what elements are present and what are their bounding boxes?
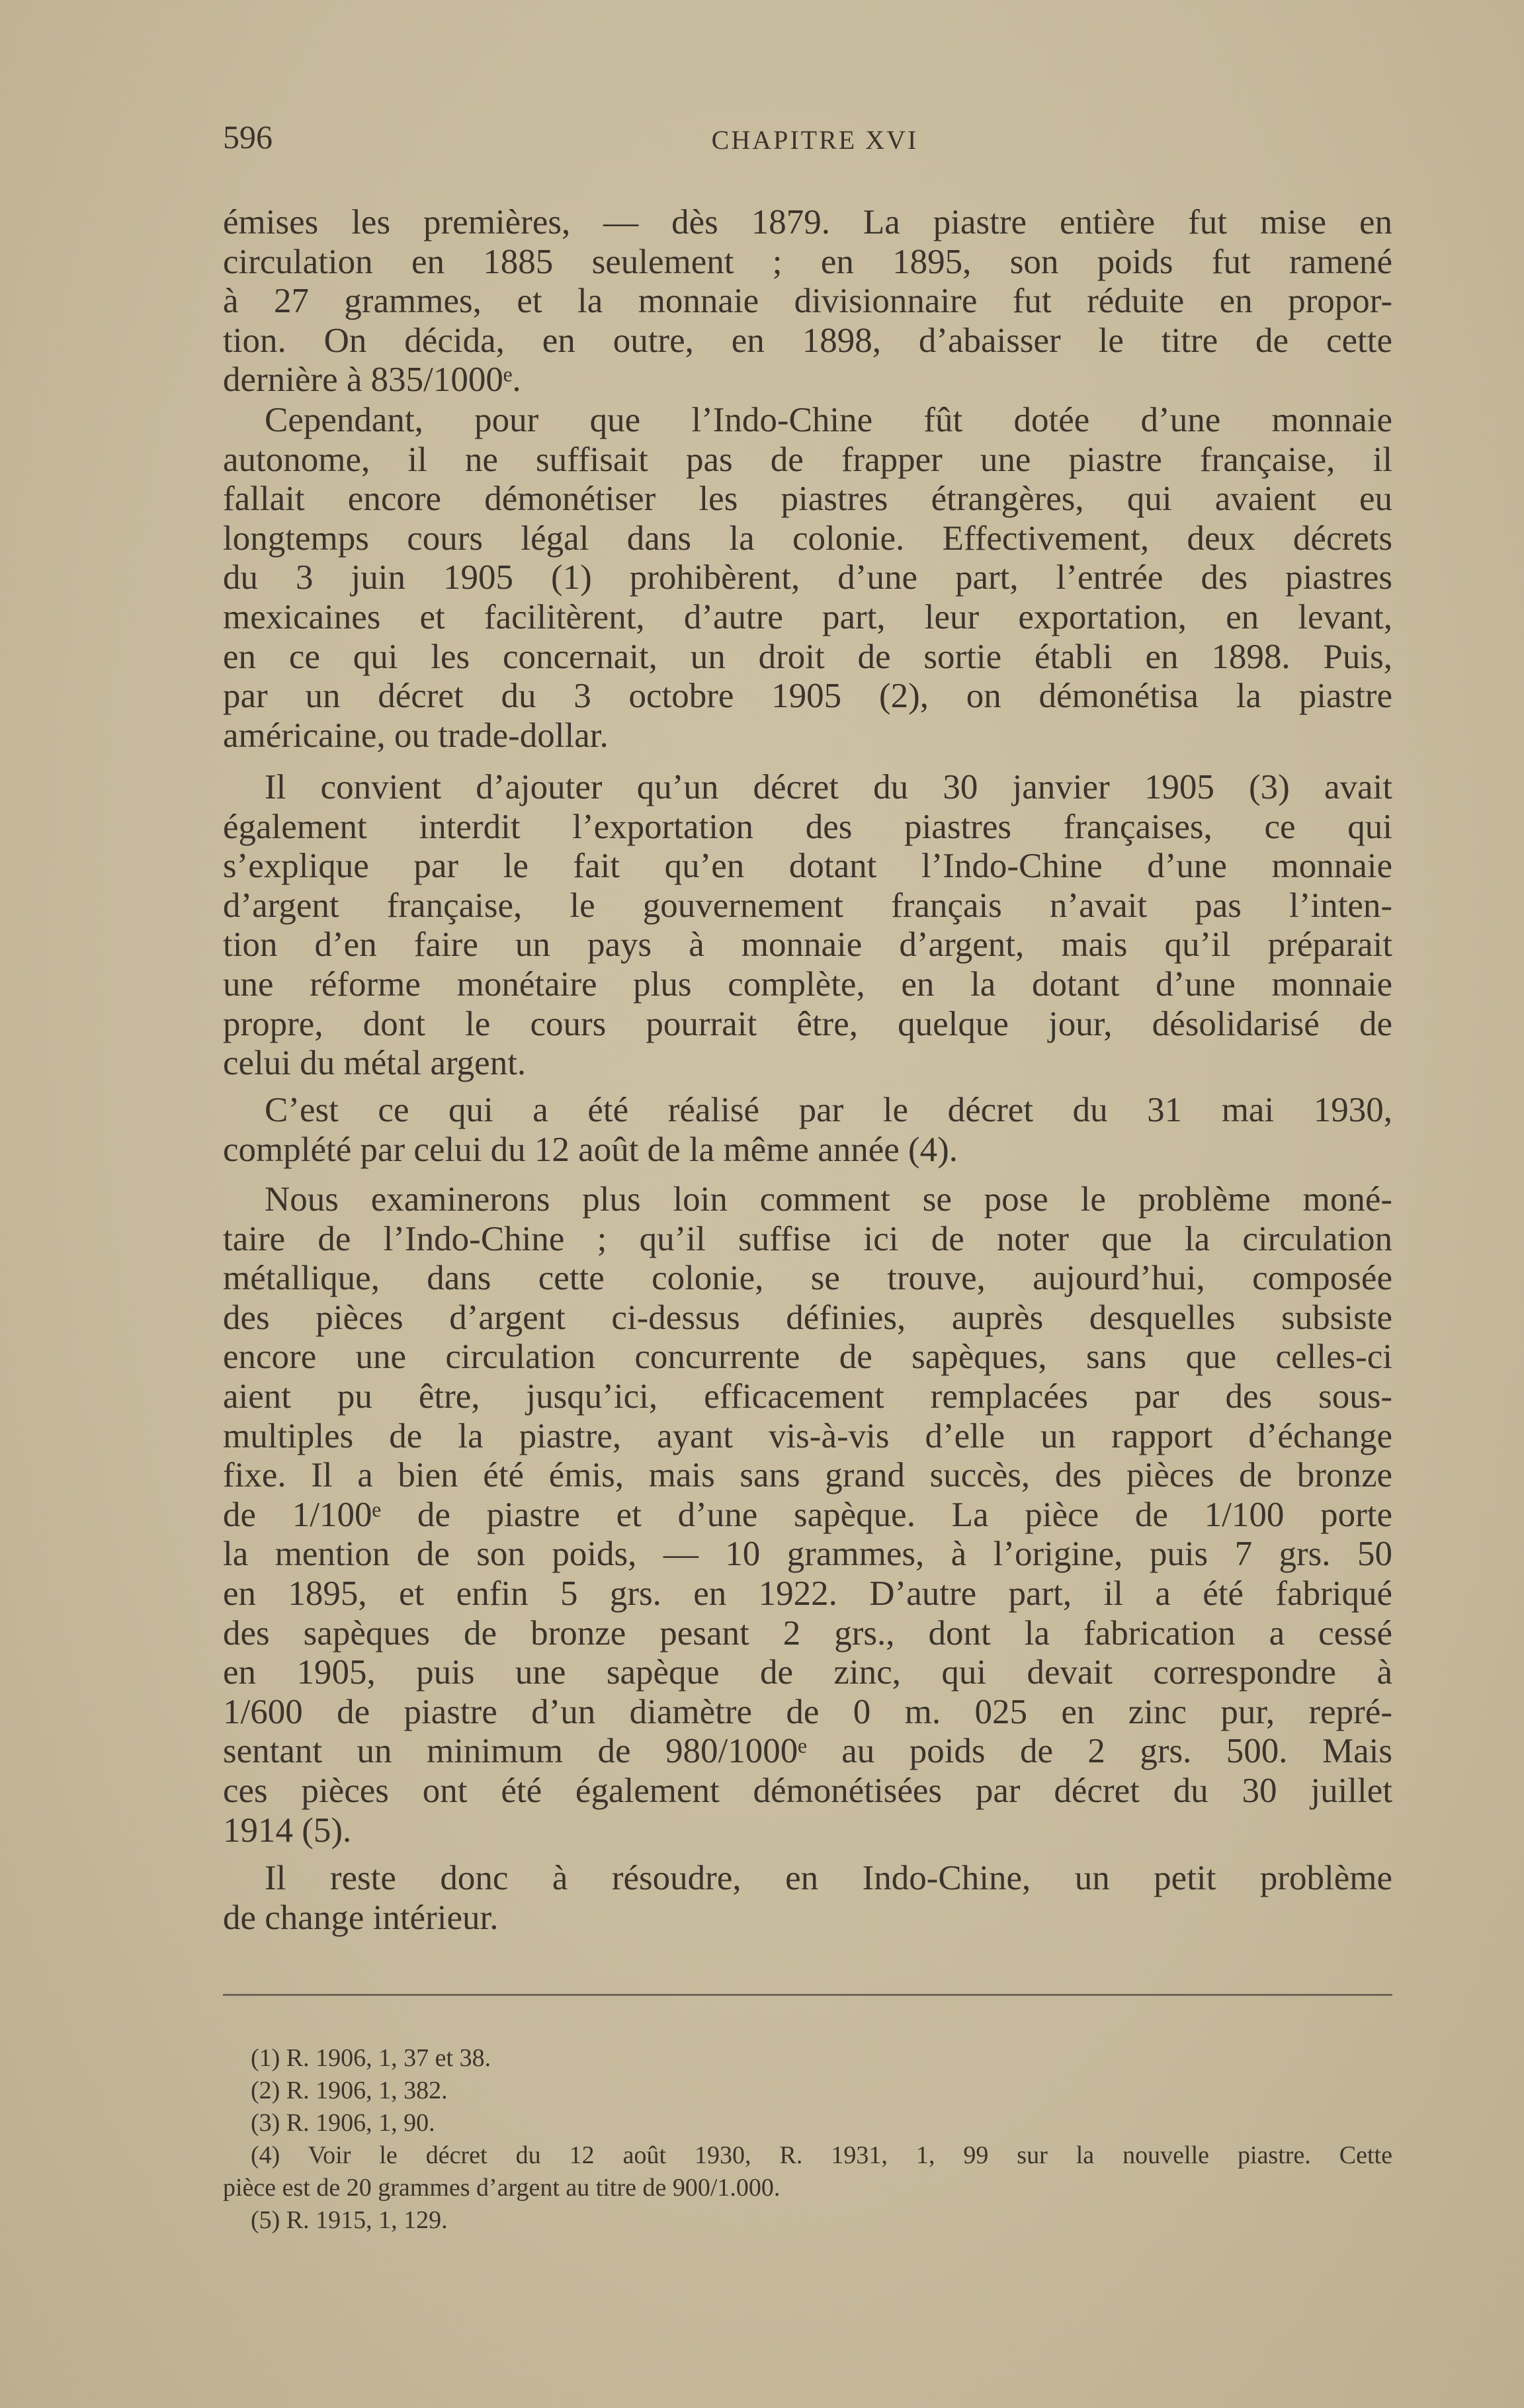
text-line: Il reste donc à résoudre, en Indo-Chine, un petit problème — [265, 1859, 1392, 1897]
footnote-line: pièce est de 20 grammes d’argent au titre de 900/1.000. — [223, 2174, 781, 2202]
text-line: C’est ce qui a été réalisé par le décret du 31 mai 1930, — [265, 1091, 1392, 1129]
text-line: s’explique par le fait qu’en dotant l’Indo-Chine d’une monnaie — [223, 847, 1392, 886]
text-line: de 1/100ᵉ de piastre et d’une sapèque. La pièce de 1/100 porte — [223, 1495, 1392, 1534]
text-line: américaine, ou trade-dollar. — [223, 716, 609, 755]
paragraph — [223, 1180, 1392, 1850]
text-line: à 27 grammes, et la monnaie divisionnaire fut réduite en propor- — [223, 282, 1392, 321]
text-line: par un décret du 3 octobre 1905 (2), on démonétisa la piastre — [223, 677, 1392, 716]
paragraph — [223, 203, 1392, 400]
text-line: longtemps cours légal dans la colonie. Effectivement, deux décrets — [223, 519, 1392, 558]
footnote — [223, 2107, 1392, 2139]
text-line: Nous examinerons plus loin comment se pose le problème moné- — [265, 1180, 1392, 1219]
footnotes — [223, 2042, 1392, 2237]
footnote — [223, 2204, 1392, 2237]
text-line: 1914 (5). — [223, 1811, 352, 1850]
text-line: 1/600 de piastre d’un diamètre de 0 m. 025 en zinc pur, repré- — [223, 1692, 1392, 1731]
text-line: circulation en 1885 seulement ; en 1895, son poids fut ramené — [223, 242, 1392, 281]
footnote-line: (5) R. 1915, 1, 129. — [251, 2206, 448, 2234]
text-line: aient pu être, jusqu’ici, efficacement remplacées par des sous- — [223, 1377, 1392, 1416]
text-line: du 3 juin 1905 (1) prohibèrent, d’une part, l’entrée des piastres — [223, 558, 1392, 597]
paragraph — [223, 768, 1392, 1084]
footnote — [223, 2042, 1392, 2075]
text-line: également interdit l’exportation des piastres françaises, ce qui — [223, 807, 1392, 846]
text-line: d’argent française, le gouvernement français n’avait pas l’inten- — [223, 886, 1392, 925]
text-line: émises les premières, — dès 1879. La piastre entière fut mise en — [223, 203, 1392, 241]
text-line: fallait encore démonétiser les piastres étrangères, qui avaient eu — [223, 480, 1392, 519]
text-line: taire de l’Indo-Chine ; qu’il suffise ici de noter que la circulation — [223, 1219, 1392, 1258]
paragraph — [223, 1091, 1392, 1170]
text-line: encore une circulation concurrente de sapèques, sans que celles-ci — [223, 1338, 1392, 1377]
paragraph — [223, 401, 1392, 755]
text-line: propre, dont le cours pourrait être, quelque jour, désolidarisé de — [223, 1004, 1392, 1043]
text-line: complété par celui du 12 août de la même année (4). — [223, 1130, 958, 1169]
text-line: de change intérieur. — [223, 1898, 499, 1937]
paragraph — [223, 1859, 1392, 1938]
text-line: en 1895, et enfin 5 grs. en 1922. D’autre part, il a été fabriqué — [223, 1574, 1392, 1613]
text-line: fixe. Il a bien été émis, mais sans grand succès, des pièces de bronze — [223, 1456, 1392, 1495]
text-line: métallique, dans cette colonie, se trouve, aujourd’hui, composée — [223, 1259, 1392, 1298]
footnote-line: (3) R. 1906, 1, 90. — [251, 2109, 435, 2137]
footnote-line: (2) R. 1906, 1, 382. — [251, 2077, 448, 2104]
footnote-line: (4) Voir le décret du 12 août 1930, R. 1931, 1, 99 sur la nouvelle piastre. Cette — [251, 2141, 1392, 2169]
text-line: des pièces d’argent ci-dessus définies, auprès desquelles subsiste — [223, 1298, 1392, 1337]
text-line: Il convient d’ajouter qu’un décret du 30 janvier 1905 (3) avait — [265, 768, 1392, 806]
footnote-line: (1) R. 1906, 1, 37 et 38. — [251, 2044, 491, 2072]
text-line: en 1905, puis une sapèque de zinc, qui devait correspondre à — [223, 1653, 1392, 1692]
footnote — [223, 2139, 1392, 2204]
text-line: multiples de la piastre, ayant vis-à-vis d’elle un rapport d’échange — [223, 1416, 1392, 1455]
text-line: Cependant, pour que l’Indo-Chine fût dotée d’une monnaie — [265, 401, 1392, 439]
text-line: des sapèques de bronze pesant 2 grs., dont la fabrication a cessé — [223, 1613, 1392, 1653]
text-line: une réforme monétaire plus complète, en la dotant d’une monnaie — [223, 965, 1392, 1004]
text-line: mexicaines et facilitèrent, d’autre part, leur exportation, en levant, — [223, 597, 1392, 636]
page-number: 596 — [223, 118, 273, 155]
footnote — [223, 2075, 1392, 2107]
text-line: ces pièces ont été également démonétisées par décret du 30 juillet — [223, 1771, 1392, 1810]
text-line: tion d’en faire un pays à monnaie d’argent, mais qu’il préparait — [223, 925, 1392, 965]
text-line: autonome, il ne suffisait pas de frapper une piastre française, il — [223, 440, 1392, 479]
text-line: dernière à 835/1000ᵉ. — [223, 361, 521, 400]
footnote-separator-rule — [223, 1994, 1392, 1996]
text-line: tion. On décida, en outre, en 1898, d’abaisser le titre de cette — [223, 321, 1392, 360]
text-line: la mention de son poids, — 10 grammes, à l’origine, puis 7 grs. 50 — [223, 1535, 1392, 1574]
running-header-chapter: CHAPITRE XVI — [711, 125, 919, 155]
text-line: sentant un minimum de 980/1000ᵉ au poids de 2 grs. 500. Mais — [223, 1732, 1392, 1771]
text-line: en ce qui les concernait, un droit de sortie établi en 1898. Puis, — [223, 637, 1392, 676]
text-line: celui du métal argent. — [223, 1044, 527, 1083]
